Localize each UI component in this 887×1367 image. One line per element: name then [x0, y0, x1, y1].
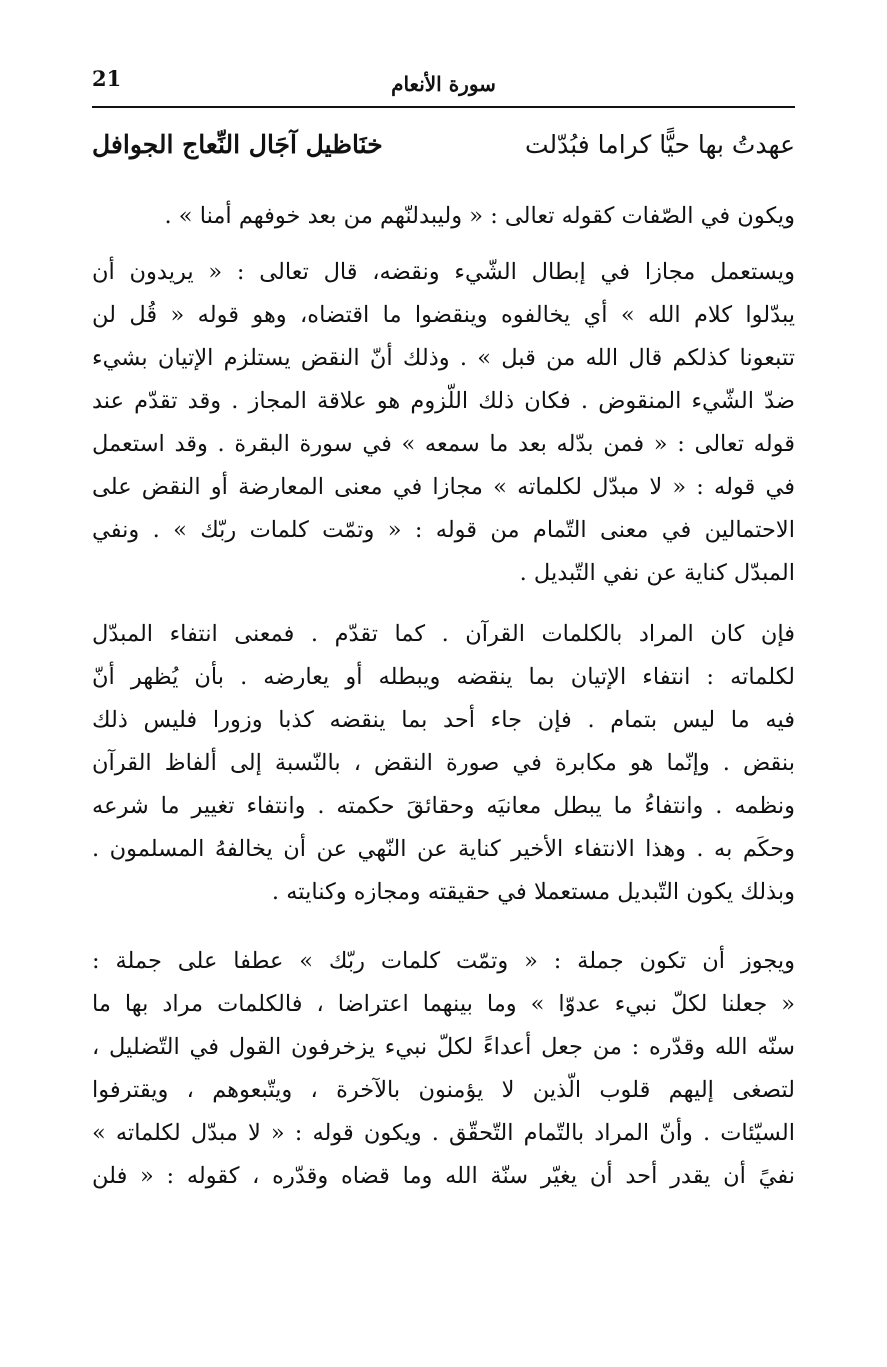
body-line: وحكَم به . وهذا الانتفاء الأخير كناية عن النّهي عن أن يخالفهُ المسلمون . [92, 836, 795, 862]
body-line: ويستعمل مجازا في إبطال الشّيء ونقضه، قال تعالى : « يريدون أن [92, 259, 795, 285]
body-line: بنقض . وإنّما هو مكابرة في صورة النقض ، بالنّسبة إلى ألفاظ القرآن [92, 750, 795, 776]
body-line: فيه ما ليس بتمام . فإن جاء أحد بما ينقضه كذبا وزورا فليس ذلك [92, 707, 795, 733]
verse-second-hemistich: خنَاظيل آجَال النِّعاج الجوافل [92, 130, 383, 159]
body-line: لكلماته : انتفاء الإتيان بما ينقضه ويبطله أو يعارضه . بأن يُظهر أنّ [92, 664, 795, 690]
page-number: 21 [92, 66, 122, 91]
body-line: سنّه الله وقدّره : من جعل أعداءً لكلّ نبيء يزخرفون القول في التّضليل ، [92, 1034, 795, 1060]
running-title: سورة الأنعام [391, 72, 496, 96]
body-line: ونظمه . وانتفاءُ ما يبطل معانيَه وحقائقَ حكمته . وانتفاء تغيير ما شرعه [92, 793, 795, 819]
body-line: المبدّل كناية عن نفي التّبديل . [519, 560, 795, 586]
header-rule [92, 106, 795, 108]
verse-first-hemistich: عهدتُ بها حيًّا كراما فبُدّلت [524, 130, 795, 159]
body-line: ويجوز أن تكون جملة : « وتمّت كلمات ربّك » عطفا على جملة : [92, 948, 795, 974]
body-line: نفيً أن يقدر أحد أن يغيّر سنّة الله وما قضاه وقدّره ، كقوله : « فلن [92, 1163, 795, 1189]
body-line: فإن كان المراد بالكلمات القرآن . كما تقدّم . فمعنى انتفاء المبدّل [92, 621, 795, 647]
body-line: ضدّ الشّيء المنقوض . فكان ذلك اللّزوم هو علاقة المجاز . وقد تقدّم عند [92, 388, 795, 414]
body-line: ويكون في الصّفات كقوله تعالى : « وليبدلنّهم من بعد خوفهم أمنا » . [164, 203, 795, 229]
verse [92, 130, 795, 174]
body-line: « جعلنا لكلّ نبيء عدوّا » وما بينهما اعتراضا ، فالكلمات مراد بها ما [92, 991, 795, 1017]
body-line: الاحتمالين في معنى التّمام من قوله : « وتمّت كلمات ربّك » . ونفي [92, 517, 795, 543]
body-line: يبدّلوا كلام الله » أي يخالفوه وينقضوا ما اقتضاه، وهو قوله « قُل لن [92, 302, 795, 328]
body-line: تتبعونا كذلكم قال الله من قبل » . وذلك أنّ النقض يستلزم الإتيان بشيء [92, 345, 795, 371]
body-line: في قوله : « لا مبدّل لكلماته » مجازا في معنى المعارضة أو النقض على [92, 474, 795, 500]
body-line: وبذلك يكون التّبديل مستعملا في حقيقته ومجازه وكنايته . [271, 879, 795, 905]
body-line: قوله تعالى : « فمن بدّله بعد ما سمعه » في سورة البقرة . وقد استعمل [92, 431, 795, 457]
body-line: لتصغى إليهم قلوب الّذين لا يؤمنون بالآخرة ، ويتّبعوهم ، ويقترفوا [92, 1077, 795, 1103]
body-line: السيّئات . وأنّ المراد بالتّمام التّحقّق . ويكون قوله : « لا مبدّل لكلماته » [92, 1120, 795, 1146]
